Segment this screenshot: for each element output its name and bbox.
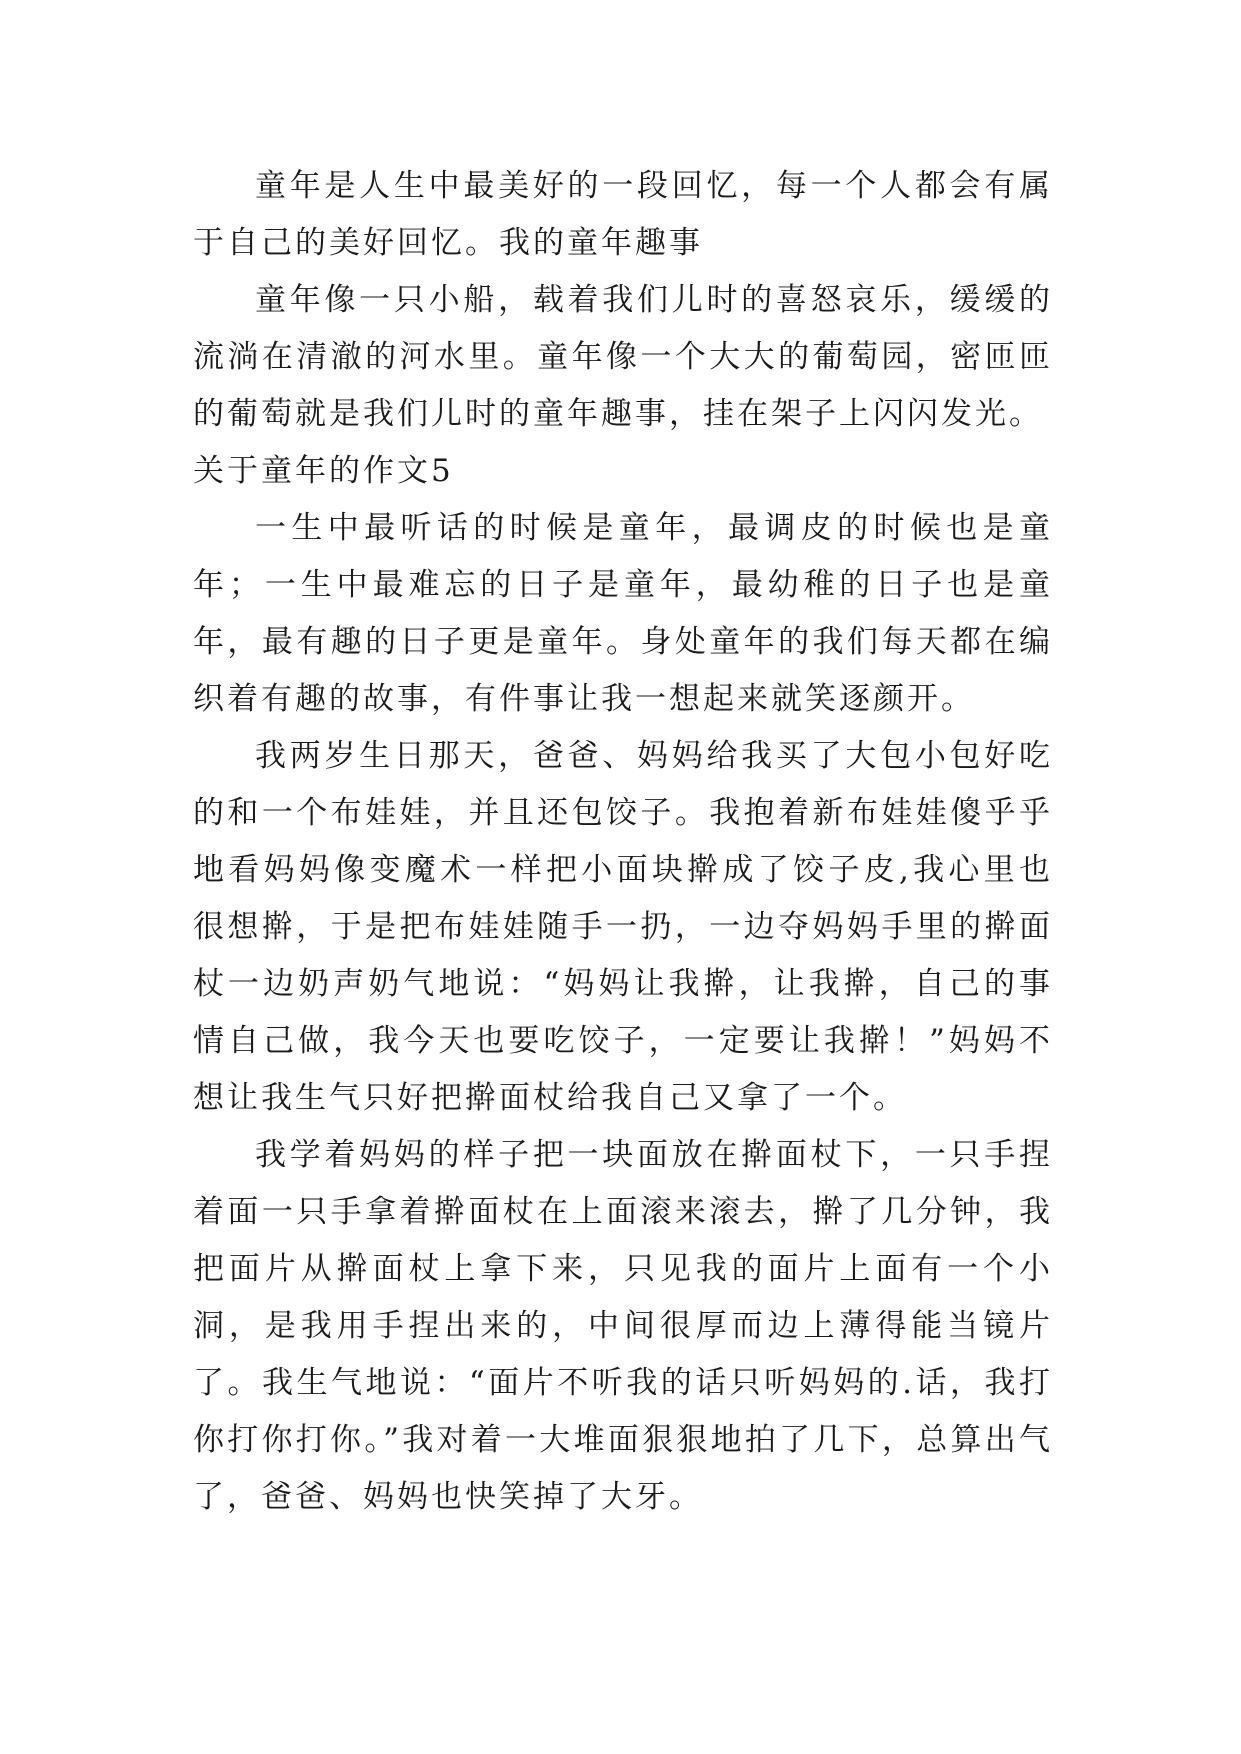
paragraph-boat: 童年像一只小船，载着我们儿时的喜怒哀乐，缓缓的流淌在清澈的河水里。童年像一个大大的葡萄园，密匝匝的葡萄就是我们儿时的童年趣事，挂在架子上闪闪发光。 <box>193 282 1053 432</box>
paragraph-intro: 童年是人生中最美好的一段回忆，每一个人都会有属于自己的美好回忆。我的童年趣事 <box>193 168 1053 261</box>
section-heading: 关于童年的作文5 <box>193 453 454 489</box>
paragraph-dough: 我学着妈妈的样子把一块面放在擀面杖下，一只手捏着面一只手拿着擀面杖在上面滚来滚去，擀了几分钟，我把面片从擀面杖上拿下来，只见我的面片上面有一个小洞，是我用手捏出来的，中间很厚而边上薄得能当镜片了。我生气地说：“面片不听我的话只听妈妈的.话，我打你打你打你。”我对着一大堆面狠狠地拍了几下，总算出气了，爸爸、妈妈也快笑掉了大牙。 <box>193 1137 1053 1515</box>
document-body <box>193 158 1053 1526</box>
paragraph-childhood: 一生中最听话的时候是童年，最调皮的时候也是童年；一生中最难忘的日子是童年，最幼稚的日子也是童年，最有趣的日子更是童年。身处童年的我们每天都在编织着有趣的故事，有件事让我一想起来就笑逐颜开。 <box>193 510 1053 717</box>
paragraph-birthday: 我两岁生日那天，爸爸、妈妈给我买了大包小包好吃的和一个布娃娃，并且还包饺子。我抱着新布娃娃傻乎乎地看妈妈像变魔术一样把小面块擀成了饺子皮,我心里也很想擀，于是把布娃娃随手一扔，一边夺妈妈手里的擀面杖一边奶声奶气地说：“妈妈让我擀，让我擀，自己的事情自己做，我今天也要吃饺子，一定要让我擀！”妈妈不想让我生气只好把擀面杖给我自己又拿了一个。 <box>193 738 1053 1116</box>
